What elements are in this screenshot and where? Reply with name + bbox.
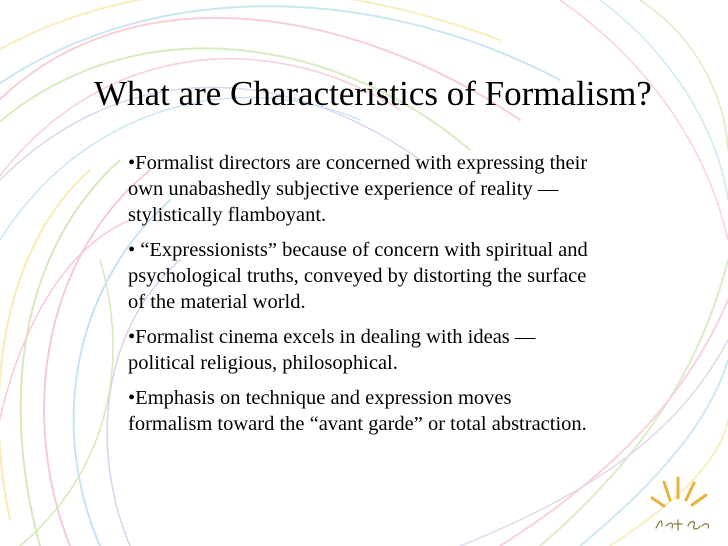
- bullet-text: • “Expressionists” because of concern with spiritual and psychological truths, conveyed by distorting the surface of the material world.: [128, 239, 588, 313]
- bullet-item: [128, 150, 708, 228]
- studio-logo: [640, 470, 720, 536]
- slide-title: What are Characteristics of Formalism?: [94, 74, 652, 113]
- bullet-text: •Formalist directors are concerned with expressing their own unabashedly subjective experience of reality — stylistically flamboyant.: [128, 152, 588, 226]
- bullet-list: [128, 150, 708, 446]
- bullet-text: •Emphasis on technique and expression moves formalism toward the “avant garde” or total abstraction.: [128, 387, 587, 435]
- bullet-item: [128, 324, 708, 376]
- bullet-text: •Formalist cinema excels in dealing with ideas — political religious, philosophical.: [128, 326, 536, 374]
- bullet-item: [128, 385, 708, 437]
- bullet-item: [128, 237, 708, 315]
